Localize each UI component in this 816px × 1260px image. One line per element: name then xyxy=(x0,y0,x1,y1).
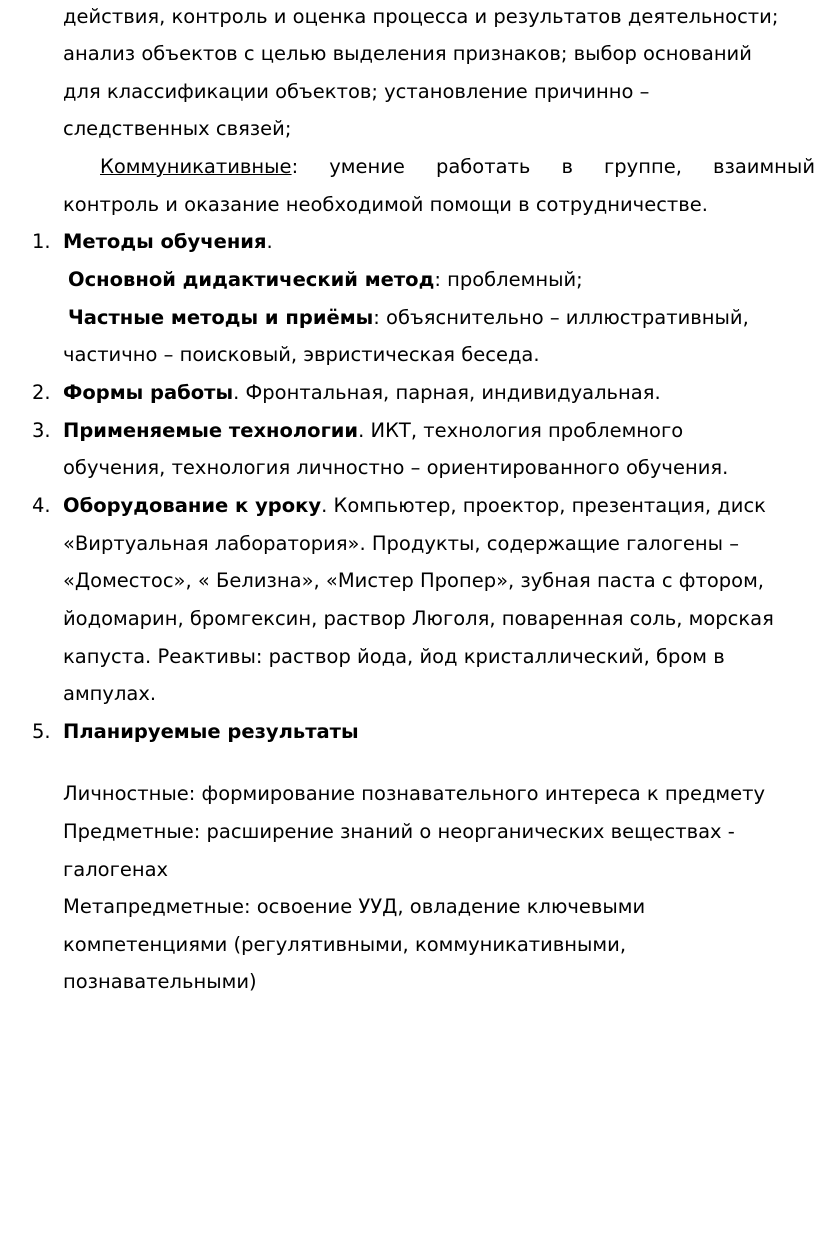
communicative-text: : умение работать в группе, взаимный xyxy=(291,155,815,178)
item-1-sub-2 xyxy=(68,299,749,337)
item-1-number: 1. xyxy=(32,230,51,253)
item-3-line xyxy=(63,412,683,450)
item-2-title: Формы работы xyxy=(63,381,234,404)
item-2-text: . Фронтальная, парная, индивидуальная. xyxy=(233,381,661,404)
communicative-line-1 xyxy=(100,148,815,186)
results-personal: Личностные: формирование познавательного интереса к предмету xyxy=(63,782,766,805)
item-4-continuation-3: йодомарин, бромгексин, раствор Люголя, поваренная соль, морская xyxy=(63,607,774,630)
results-meta-2: компетенциями (регулятивными, коммуникативными, xyxy=(63,933,627,956)
item-4-continuation-1: «Виртуальная лаборатория». Продукты, содержащие галогены – xyxy=(63,532,739,555)
results-meta-3: познавательными) xyxy=(63,970,257,993)
item-4-text: . Компьютер, проектор, презентация, диск xyxy=(321,494,766,517)
item-1-title-suffix: . xyxy=(266,230,273,253)
item-1-sub-2-text: : объяснительно – иллюстративный, xyxy=(373,306,749,329)
communicative-line-2: контроль и оказание необходимой помощи в сотрудничестве. xyxy=(63,193,708,216)
item-1-title: Методы обучения xyxy=(63,230,267,253)
item-4-continuation-4: капуста. Реактивы: раствор йода, йод кристаллический, бром в xyxy=(63,645,725,668)
item-1-heading xyxy=(63,223,273,261)
item-1-sub-1-text: : проблемный; xyxy=(434,268,583,291)
item-4-line xyxy=(63,487,766,525)
item-4-continuation-5: ампулах. xyxy=(63,682,157,705)
results-meta-1: Метапредметные: освоение УУД, овладение ключевыми xyxy=(63,895,646,918)
item-1-sub-1 xyxy=(68,261,583,299)
item-3-number: 3. xyxy=(32,419,51,442)
intro-line-3: для классификации объектов; установление причинно – xyxy=(63,80,650,103)
item-3-continuation: обучения, технология личностно – ориентированного обучения. xyxy=(63,456,729,479)
item-1-sub-2-label: Частные методы и приёмы xyxy=(68,306,374,329)
results-subject-2: галогенах xyxy=(63,858,169,881)
item-4-continuation-2: «Доместос», « Белизна», «Мистер Пропер», зубная паста с фтором, xyxy=(63,569,764,592)
item-2-line xyxy=(63,374,661,412)
item-4-number: 4. xyxy=(32,494,51,517)
item-3-title: Применяемые технологии xyxy=(63,419,359,442)
communicative-label: Коммуникативные xyxy=(100,155,292,178)
item-1-continuation: частично – поисковый, эвристическая беседа. xyxy=(63,343,540,366)
item-4-title: Оборудование к уроку xyxy=(63,494,322,517)
item-5-line xyxy=(63,713,359,751)
item-5-title: Планируемые результаты xyxy=(63,720,359,743)
intro-line-4: следственных связей; xyxy=(63,117,292,140)
intro-line-1: действия, контроль и оценка процесса и результатов деятельности; xyxy=(63,5,779,28)
intro-line-2: анализ объектов с целью выделения признаков; выбор оснований xyxy=(63,42,752,65)
results-subject-1: Предметные: расширение знаний о неорганических веществах - xyxy=(63,820,735,843)
item-2-number: 2. xyxy=(32,381,51,404)
item-3-text: . ИКТ, технология проблемного xyxy=(358,419,684,442)
item-1-sub-1-label: Основной дидактический метод xyxy=(68,268,435,291)
item-5-number: 5. xyxy=(32,720,51,743)
